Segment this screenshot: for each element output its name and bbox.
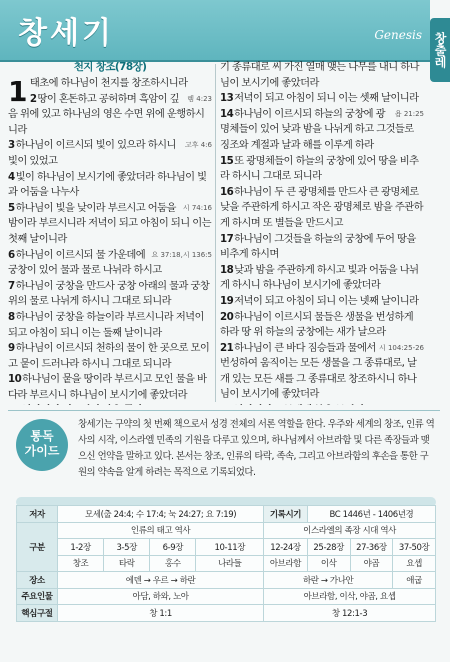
verse-number: 2 — [29, 92, 37, 105]
chapter-cell: 10-11장 — [196, 539, 264, 556]
verse — [220, 263, 424, 294]
verse — [8, 170, 212, 201]
guide-badge — [16, 419, 68, 471]
verse-number: 7 — [8, 279, 15, 292]
verse — [8, 201, 212, 248]
verse-text: 태초에 하나님이 천지를 창조하시니라 — [29, 77, 188, 89]
column-divider — [215, 64, 216, 402]
verse-number: 4 — [8, 170, 15, 183]
verse-number: 20 — [220, 310, 234, 323]
division-label: 구분 — [17, 522, 58, 572]
place-primeval: 에덴 → 우르 → 하란 — [58, 572, 264, 589]
people-primeval: 아담, 하와, 노아 — [58, 588, 264, 605]
book-info-table — [16, 497, 436, 657]
reading-guide — [8, 410, 440, 497]
cross-reference[interactable]: 시 74:16 — [182, 203, 212, 212]
topic-cell: 홍수 — [150, 555, 196, 572]
people-label: 주요인물 — [17, 588, 58, 605]
book-header — [0, 0, 430, 62]
period-label: 기록시기 — [264, 506, 308, 523]
verse — [8, 76, 212, 92]
verse — [8, 248, 212, 279]
verse — [220, 403, 424, 405]
period-value: BC 1446년 - 1406년경 — [307, 506, 435, 523]
verse-number: 13 — [220, 92, 234, 105]
guide-badge-line1: 통독 — [30, 429, 54, 443]
topic-cell: 야곱 — [350, 555, 393, 572]
verse-text: 하나님이 큰 바다 짐승들과 물에서 번성하여 움직이는 모든 생물을 그 종류대로, 날개 있는 모든 새를 그 종류대로 창조하시니 하나님이 보시기에 좋았더라 — [220, 341, 417, 401]
verse — [220, 310, 424, 341]
verse — [220, 341, 424, 403]
chapter-cell: 3-5장 — [104, 539, 150, 556]
verse — [8, 138, 212, 169]
verse-text: 땅이 혼돈하고 공허하며 흑암이 깊음 위에 있고 하나님의 영은 수면 위에 운행하시니라 — [8, 92, 205, 136]
place-egypt: 애굽 — [393, 572, 436, 589]
key-verse-label: 핵심구절 — [17, 605, 58, 622]
info-table — [16, 505, 436, 622]
key-verse-2: 창 12:1-3 — [264, 605, 436, 622]
verse-text: 낮과 밤을 주관하게 하시고 빛과 어둠을 나뉘게 하시니 하나님이 보시기에 좋았더라 — [220, 263, 419, 292]
verse-number: 16 — [220, 185, 234, 198]
verse-number: 6 — [8, 248, 15, 261]
author-label: 저자 — [17, 506, 58, 523]
place-patriarchs: 하란 → 가나안 — [264, 572, 393, 589]
group-primeval: 인류의 태고 역사 — [58, 522, 264, 539]
verse-text: 저녁이 되고 아침이 되니 이는 셋째 날이니라 — [234, 92, 419, 105]
right-column — [220, 60, 424, 405]
cross-reference[interactable]: 고후 4:6 — [184, 141, 212, 150]
verse-number: 18 — [220, 263, 234, 276]
verse — [220, 107, 424, 154]
cross-reference[interactable]: 요 37:18,시 136:5 — [151, 250, 212, 259]
verse-text: 하나님이 궁창을 만드사 궁창 아래의 물과 궁창 위의 물로 나뉘게 하시니 그대로 되니라 — [8, 279, 210, 308]
verse-text: 하나님이 빛을 낮이라 부르시고 어둠을 밤이라 부르시니라 저녁이 되고 아침이 되니 이는 첫째 날이니라 — [8, 201, 211, 245]
chapter-cell: 27-36장 — [350, 539, 393, 556]
verse — [8, 341, 212, 372]
verse-text: 하나님이 이르시되 빛이 있으라 하시니 빛이 있었고 — [8, 139, 176, 167]
place-label: 장소 — [17, 572, 58, 589]
group-patriarchs: 이스라엘의 족장 시대 역사 — [264, 522, 436, 539]
verse-number: 8 — [8, 310, 15, 323]
verse-number: 19 — [220, 294, 234, 307]
verse-number: 10 — [8, 373, 22, 386]
people-patriarchs: 아브라함, 이삭, 야곱, 요셉 — [264, 588, 436, 605]
chapter-cell: 12-24장 — [264, 539, 308, 556]
chapter-cell: 6-9장 — [150, 539, 196, 556]
cross-reference[interactable] — [149, 403, 212, 405]
verse-text: 하나님이 이르시되 천하의 물이 한 곳으로 모이고 뭍이 드러나라 하시니 그대로 되니라 — [8, 342, 210, 370]
book-english-title: Genesis — [374, 28, 422, 42]
key-verse-1: 창 1:1 — [58, 605, 264, 622]
verse-text: 하나님이 이르시되 물 가운데에 궁창이 있어 물과 물로 나뉘라 하시고 — [8, 248, 162, 277]
guide-text: 창세기는 구약의 첫 번째 책으로서 성경 전체의 서론 역할을 한다. 우주와 세계의 창조, 인류 역사의 시작, 이스라엘 민족의 기원을 다루고 있으며, 하나님께서 아브라함 및 다른 족장들과 맺으신 언약을 말하고 있다. 본서는 창조, 인류의 타락, 족속, 그리고 아브라함의 후손을 통한 구원의 약속을 알게 하려는 목적으로 기록되었다. — [78, 419, 435, 478]
verse — [8, 403, 212, 405]
verse-text: 저녁이 되고 아침이 되니 이는 넷째 날이니라 — [234, 294, 419, 307]
cross-reference[interactable] — [370, 403, 424, 405]
topic-cell: 요셉 — [393, 555, 436, 572]
section-title: 천지 창조(78장) — [73, 61, 147, 73]
author-value: 모세(출 24:4; 수 17:4; 눅 24:27; 요 7:19) — [58, 506, 264, 523]
verse-number: 15 — [220, 154, 234, 167]
verse — [220, 91, 424, 107]
chapter-cell: 25-28장 — [307, 539, 350, 556]
verse-number: 3 — [8, 139, 15, 152]
verse-text: 또 광명체들이 하늘의 궁창에 있어 땅을 비추라 하시니 그대로 되니라 — [220, 154, 419, 183]
verse-number: 14 — [220, 107, 234, 120]
chapter-cell: 37-50장 — [393, 539, 436, 556]
verse-text: 기 종류대로 씨 가진 열매 맺는 나무를 내니 하나님이 보시기에 좋았더라 — [220, 61, 419, 89]
verse-text: 하나님이 뭍을 땅이라 부르시고 모인 물을 바다라 부르시니 하나님이 보시기에 좋았더라 — [8, 373, 207, 401]
chapter-number: 1 — [8, 75, 27, 108]
verse-text: 하나님이 그것들을 하늘의 궁창에 두어 땅을 비추게 하시며 — [220, 232, 416, 261]
scripture-columns — [8, 60, 424, 407]
cross-reference[interactable]: 시 104:25-26 — [378, 343, 424, 352]
verse-number: 21 — [220, 341, 234, 354]
chapter-cell: 1-2장 — [58, 539, 104, 556]
guide-badge-line2: 가이드 — [24, 444, 60, 458]
verse-text: 하나님이 이르시되 하늘의 궁창에 광명체들이 있어 낮과 밤을 나뉘게 하고 그것들로 징조와 계절과 날과 해를 이루게 하라 — [220, 107, 414, 151]
left-column — [8, 60, 212, 405]
topic-cell: 나라들 — [196, 555, 264, 572]
topic-cell: 창조 — [58, 555, 104, 572]
verse-number: 5 — [8, 201, 15, 214]
verse — [220, 232, 424, 263]
verse — [220, 185, 424, 232]
side-index-tab[interactable]: 창출레 — [430, 18, 450, 82]
verse — [8, 92, 212, 139]
book-title: 창세기 — [18, 16, 114, 51]
verse — [220, 294, 424, 310]
verse — [8, 310, 212, 341]
verse — [220, 154, 424, 185]
verse-text: 빛이 하나님이 보시기에 좋았더라 하나님이 빛과 어둠을 나누사 — [8, 170, 207, 199]
topic-cell: 이삭 — [307, 555, 350, 572]
verse-text: 하나님이 궁창을 하늘이라 부르시니라 저녁이 되고 아침이 되니 이는 둘째 날이니라 — [8, 310, 204, 339]
verse — [220, 60, 424, 91]
verse-number: 9 — [8, 342, 15, 355]
verse-text: 하나님이 두 큰 광명체를 만드사 큰 광명체로 낮을 주관하게 하시고 작은 광명체로 밤을 주관하게 하시며 또 별들을 만드시고 — [220, 185, 423, 229]
verse-number: 17 — [220, 232, 234, 245]
topic-cell: 타락 — [104, 555, 150, 572]
verse — [8, 372, 212, 403]
verse-number — [8, 404, 21, 405]
cross-reference[interactable]: 욥 21:25 — [394, 109, 424, 118]
verse — [8, 279, 212, 310]
cross-reference[interactable]: 렘 4:23 — [187, 94, 212, 103]
verse-number — [220, 404, 233, 405]
verse-text: 하나님이 이르시되 물들은 생물을 번성하게 하라 땅 위 하늘의 궁창에는 새가 날으라 — [220, 310, 414, 339]
topic-cell: 아브라함 — [264, 555, 308, 572]
